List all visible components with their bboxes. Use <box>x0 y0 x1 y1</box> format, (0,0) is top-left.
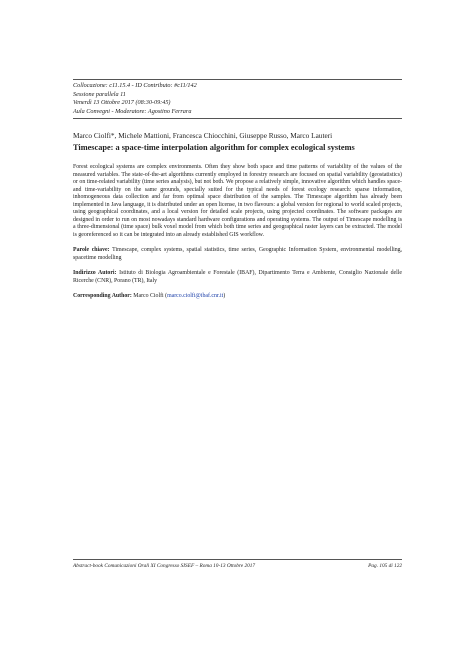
email-link[interactable]: marco.ciolfi@ibaf.cnr.it <box>167 293 224 300</box>
session-info <box>73 79 402 119</box>
footer-citation: Abstract-book Comunicazioni Orali XI Congresso SISEF – Roma 10-13 Ottobre 2017 <box>73 563 256 569</box>
corresponding-section: Corresponding Author: Marco Ciolfi (marco.ciolfi@ibaf.cnr.it) <box>73 293 226 300</box>
keywords-text: Timescape, complex systems, spatial statistics, time series, Geographic Information System, environmental modelling, spacetime modelling <box>73 247 403 261</box>
session-line: Sessione parallela 11 <box>73 90 126 98</box>
address-label: Indirizzo Autori: <box>73 270 117 277</box>
paper-title: Timescape: a space-time interpolation algorithm for complex ecological systems <box>73 143 355 153</box>
keywords-label: Parole chiave: <box>73 247 110 254</box>
page-footer <box>73 559 402 570</box>
date-line: Venerdì 13 Ottobre 2017 (08:30-09:45) <box>73 99 171 107</box>
corresponding-label: Corresponding Author: <box>73 293 132 300</box>
abstract-text: Forest ecological systems are complex environments. Often they show both space and time patterns of variability of the values of the measured variables. The state-of-the-art algorithms currently employed in forestry research are focused on spatial variability (geostatistics) or on time-related variability (time series analysis), but not both. We propose a relatively simple, innovative algorithm which handles space- and time-variability on the same grounds, specially suited for the typical needs of forest ecology research: sparse information, inhomogeneous data collection and far from optimal space distribution of the samples. The Timescape algorithm has already been implemented in Java language, it is distributed under an open license, in two flavours: a global version for regional to world scaled projects, using geographical coordinates, and a local version for detailed scale projects, using projected coordinates. The software packages are designed in order to run on most nowadays standard hardware configurations and operating systems. The output of Timescape modelling is a three-dimensional (time space) bulk voxel model from which both time series and geographical raster layers can be extracted. The model is georeferenced so it can be integrated into an already established GIS workflow. <box>73 164 402 238</box>
address-text: Istituto di Biologia Agroambientale e Forestale (IBAF), Dipartimento Terra e Ambiente, Consiglio Nazionale delle Ricerche (CNR), Porano (TR), Italy <box>73 270 402 284</box>
keywords-section <box>73 247 402 262</box>
collocazione-line: Collocazione: c11.15.4 - ID Contributo: #c11/142 <box>73 82 197 89</box>
room-moderator-line: Aula Convegni - Moderatore: Agostino Ferrara <box>73 107 192 115</box>
document-page <box>73 79 402 301</box>
corresponding-name: Marco Ciolfi <box>133 293 164 300</box>
author-list: Marco Ciolfi*, Michele Mattioni, Francesca Chiocchini, Giuseppe Russo, Marco Lauteri <box>73 131 333 141</box>
page-number: Pag. 105 di 122 <box>368 563 402 569</box>
address-section <box>73 270 402 285</box>
